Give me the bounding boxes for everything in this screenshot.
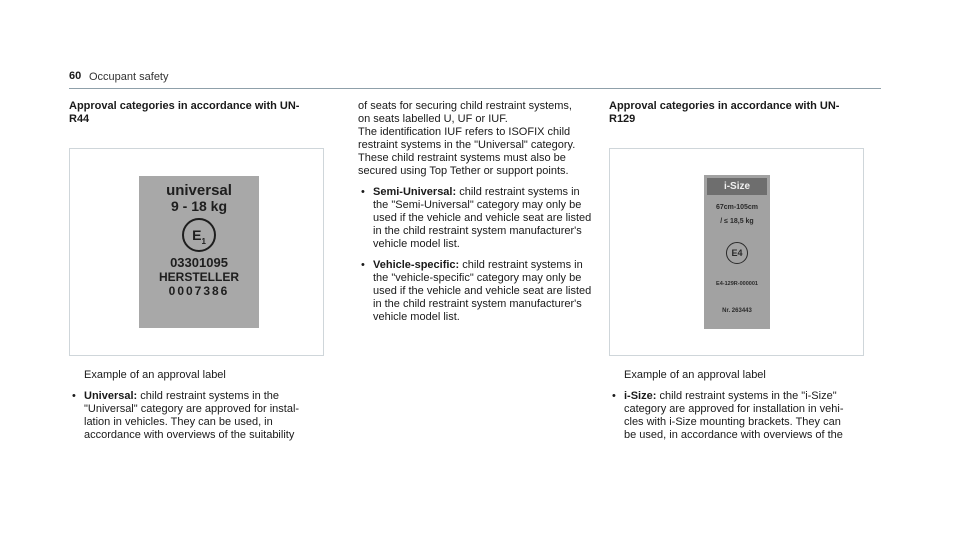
term-universal: Universal:	[84, 390, 138, 402]
bullet-icon: •	[361, 259, 365, 271]
label-serial-number: 0007386	[168, 284, 230, 298]
page-header	[69, 70, 881, 89]
list-item-vehicle-specific: • Vehicle-specific: child restraint systems in the "vehicle-specific" category may only be used if the vehicle and vehicle seat are listed in the child restraint system manufacturer's vehicle model list.	[361, 259, 592, 323]
image-caption: Example of an approval label	[84, 369, 226, 381]
category-list	[69, 390, 325, 442]
bullet-icon: •	[72, 390, 76, 402]
label-serial-number: Nr. 263443	[722, 308, 752, 314]
column-left	[69, 100, 325, 450]
label-isize-header: i-Size	[707, 178, 767, 195]
r129-label-image-frame	[609, 148, 864, 356]
page-number: 60	[69, 70, 82, 82]
label-manufacturer: HERSTELLER	[158, 270, 239, 284]
term-isize: i-Size:	[624, 390, 657, 402]
label-weight-limit: / ≤ 18,5 kg	[720, 218, 754, 225]
label-approval-number: 03301095	[170, 255, 228, 270]
category-list	[609, 390, 865, 442]
label-approval-number: E4-129R-000001	[716, 281, 758, 287]
list-item-semi-universal: • Semi-Universal: child restraint systems in the "Semi-Universal" category may only be used if the vehicle and vehicle seat are listed in the child restraint system manufacturer's vehicle model list.	[361, 186, 592, 250]
column-right	[609, 100, 865, 450]
label-height-range: 67cm-105cm	[715, 204, 759, 211]
heading-r44: Approval categories in accordance with UN- R44	[69, 100, 300, 125]
list-item-isize: • i-Size: child restraint systems in the "i-Size" category are approved for installation in vehi- cles with i-Size mounting brackets. They can be used, in accordance with overviews of the	[612, 390, 844, 441]
image-caption: Example of an approval label	[624, 369, 766, 381]
category-list	[358, 186, 598, 324]
list-item-universal: • Universal: child restraint systems in the "Universal" category are approved for instal- lation in vehicles. They can be used, in accordance with overviews of the suitability	[72, 390, 300, 441]
term-vehicle-specific: Vehicle-specific:	[373, 259, 460, 271]
r44-label-image-frame	[69, 148, 324, 356]
e-mark-icon: E4	[726, 242, 748, 264]
label-weight-range: 9 - 18 kg	[170, 198, 228, 214]
r129-approval-label	[704, 175, 770, 329]
bullet-icon: •	[361, 186, 365, 198]
heading-r129: Approval categories in accordance with UN- R129	[609, 100, 840, 125]
e-mark-icon: $E_1$	[182, 218, 216, 252]
intro-paragraph: of seats for securing child restraint systems, on seats labelled U, UF or IUF. The identification IUF refers to ISOFIX child restraint systems in the "Universal" category. These child restraint systems must also be secured using Top Tether or support points.	[358, 100, 576, 177]
section-title: Occupant safety	[89, 71, 169, 83]
label-universal-text: universal	[166, 182, 232, 199]
column-middle	[358, 100, 598, 332]
bullet-icon: •	[612, 390, 616, 402]
r44-approval-label	[139, 176, 259, 328]
term-semi-universal: Semi-Universal:	[373, 186, 457, 198]
